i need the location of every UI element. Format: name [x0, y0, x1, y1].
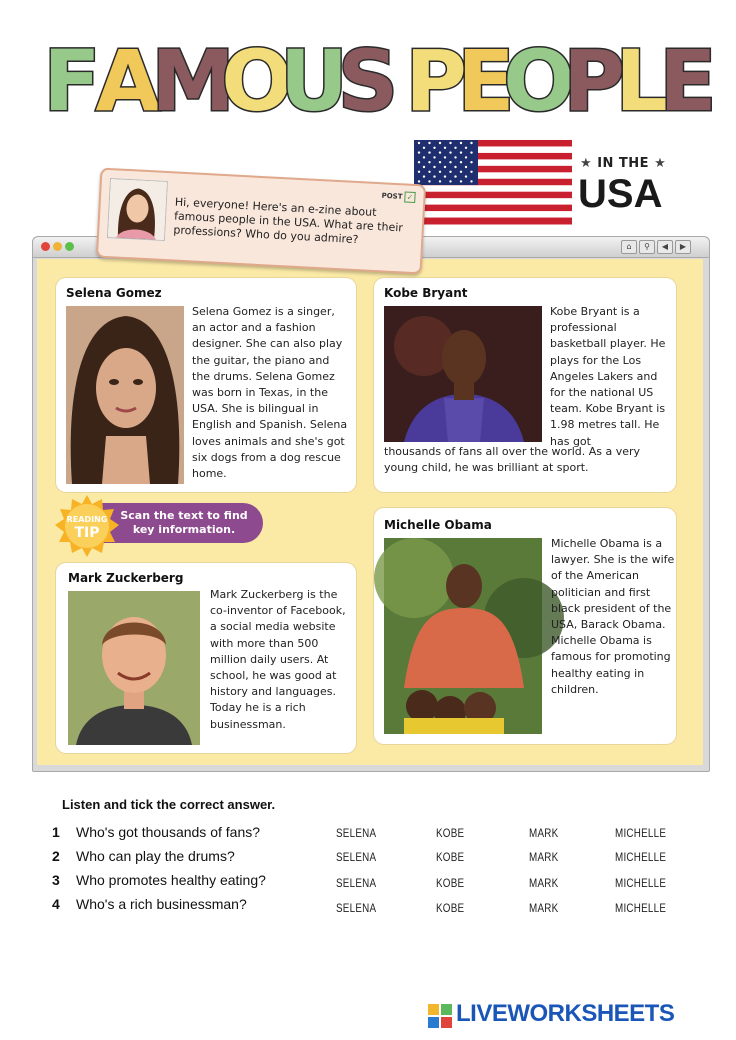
- question-text: Who promotes healthy eating?: [76, 872, 266, 888]
- reading-tip-line2: TIP: [74, 525, 100, 541]
- flag-star: [439, 142, 441, 144]
- search-icon[interactable]: ⚲: [639, 240, 655, 254]
- flag-star: [433, 175, 435, 177]
- kobe-photo: [384, 306, 542, 442]
- flag-star: [439, 161, 441, 163]
- option-selena[interactable]: SELENA: [336, 901, 377, 915]
- flag-star: [418, 171, 420, 173]
- flag-star: [423, 166, 425, 168]
- flag-star: [433, 156, 435, 158]
- girl-avatar: [107, 178, 168, 241]
- card-mark: [56, 563, 356, 753]
- flag-star: [454, 147, 456, 149]
- flag-star: [428, 161, 430, 163]
- option-michelle[interactable]: MICHELLE: [615, 826, 667, 840]
- reading-tip-badge: [55, 494, 119, 558]
- title-letter: E: [659, 32, 717, 130]
- post-bubble: [96, 168, 426, 275]
- option-selena[interactable]: SELENA: [336, 876, 377, 890]
- card-text: Michelle Obama is a lawyer. She is the wife of the American politician and first black president of the USA, Barack Obama. Michelle Obama is famous for promoting healthy eating in children.: [551, 537, 675, 696]
- card-text: Selena Gomez is a singer, an actor and a fashion designer. She can also play the guitar, the piano and the drums. Selena Gomez was born in Texas, in the USA. She is bilingual in English and Spanish. Selena loves animals and she's got six dogs from a dog rescue home.: [192, 305, 348, 481]
- flag-star: [428, 180, 430, 182]
- flag-star: [428, 151, 430, 153]
- flag-star: [423, 147, 425, 149]
- flag-star: [418, 161, 420, 163]
- title-letter: P: [563, 32, 625, 130]
- question-row: [52, 824, 692, 846]
- option-kobe[interactable]: KOBE: [436, 850, 465, 864]
- flag-star: [449, 142, 451, 144]
- flag-star: [454, 175, 456, 177]
- flag-star: [460, 161, 462, 163]
- title-letter: S: [337, 32, 399, 130]
- card-title: Michelle Obama: [384, 518, 492, 532]
- flag-star: [470, 151, 472, 153]
- option-selena[interactable]: SELENA: [336, 850, 377, 864]
- flag-star: [433, 166, 435, 168]
- flag-stripe: [414, 205, 572, 212]
- flag-star: [428, 142, 430, 144]
- flag-stripe: [414, 192, 572, 199]
- title-letter: O: [503, 32, 575, 130]
- card-text: thousands of fans all over the world. As a very young child, he was brilliant at sport.: [384, 445, 641, 475]
- card-michelle: [374, 508, 676, 744]
- flag-star: [465, 156, 467, 158]
- option-kobe[interactable]: KOBE: [436, 826, 465, 840]
- card-title: Mark Zuckerberg: [68, 571, 184, 585]
- card-title: Selena Gomez: [66, 286, 162, 300]
- selena-photo: [66, 306, 184, 484]
- question-number: 2: [52, 848, 60, 864]
- reading-tip-line1: READING: [66, 515, 108, 524]
- question-row: [52, 896, 692, 918]
- logo-icon: [428, 1004, 452, 1028]
- option-kobe[interactable]: KOBE: [436, 876, 465, 890]
- post-label: POST ✓: [381, 190, 415, 203]
- flag-star: [470, 142, 472, 144]
- title-letter: U: [279, 32, 349, 130]
- maximize-dot-icon[interactable]: [65, 242, 74, 251]
- option-mark[interactable]: MARK: [529, 876, 559, 890]
- flag-star: [418, 142, 420, 144]
- title-letter: E: [457, 32, 515, 130]
- flag-star: [428, 171, 430, 173]
- reading-tip-banner: [98, 503, 263, 543]
- question-number: 1: [52, 824, 60, 840]
- minimize-dot-icon[interactable]: [53, 242, 62, 251]
- flag-stripe: [414, 218, 572, 225]
- question-number: 3: [52, 872, 60, 888]
- card-selena: [56, 278, 356, 492]
- option-kobe[interactable]: KOBE: [436, 901, 465, 915]
- flag-star: [449, 171, 451, 173]
- title-letter: P: [405, 32, 467, 130]
- back-arrow-icon[interactable]: ◀: [657, 240, 673, 254]
- flag-star: [460, 151, 462, 153]
- option-mark[interactable]: MARK: [529, 850, 559, 864]
- in-the-text: IN THE: [597, 156, 650, 171]
- flag-star: [470, 180, 472, 182]
- reading-tip-text: Scan the text to find key information.: [120, 509, 248, 536]
- flag-stripe: [414, 211, 572, 218]
- card-title: Kobe Bryant: [384, 286, 468, 300]
- question-text: Who's got thousands of fans?: [76, 824, 261, 840]
- home-icon[interactable]: ⌂: [621, 240, 637, 254]
- flag-star: [439, 171, 441, 173]
- flag-star: [444, 156, 446, 158]
- flag-star: [444, 175, 446, 177]
- page-title: [40, 22, 717, 132]
- flag-star: [439, 151, 441, 153]
- michelle-photo: [384, 538, 542, 734]
- exercise-instruction: Listen and tick the correct answer.: [62, 797, 276, 812]
- title-letter: L: [615, 32, 669, 130]
- flag-star: [460, 180, 462, 182]
- flag-star: [449, 180, 451, 182]
- title-letter: M: [151, 32, 235, 130]
- star-icon: ★: [654, 156, 667, 171]
- option-selena[interactable]: SELENA: [336, 826, 377, 840]
- post-text: Hi, everyone! Here's an e-zine about famous people in the USA. What are their professions? Who do you admire?: [173, 195, 404, 247]
- option-mark[interactable]: MARK: [529, 901, 559, 915]
- card-text: Mark Zuckerberg is the co-inventor of Facebook, a social media website with more than 500 million daily users. At school, he was good at history and languages. Today he is a rich businessman.: [210, 588, 346, 731]
- star-icon: ★: [580, 156, 593, 171]
- logo-text: LIVEWORKSHEETS: [456, 1000, 675, 1027]
- question-row: [52, 872, 692, 894]
- flag-star: [460, 142, 462, 144]
- liveworksheets-logo: [428, 1000, 728, 1036]
- option-michelle[interactable]: MICHELLE: [615, 876, 667, 890]
- flag-star: [465, 166, 467, 168]
- flag-star: [423, 175, 425, 177]
- card-text: Kobe Bryant is a professional basketball player. He plays for the Los Angeles Lakers and for the national US team. Kobe Bryant is 1.98 metres tall. He has got: [550, 305, 666, 448]
- flag-star: [470, 171, 472, 173]
- question-row: [52, 848, 692, 870]
- question-number: 4: [52, 896, 60, 912]
- country-label: USA: [578, 172, 663, 216]
- flag-star: [433, 147, 435, 149]
- question-text: Who can play the drums?: [76, 848, 235, 864]
- flag-star: [439, 180, 441, 182]
- in-the-label: [580, 156, 666, 171]
- flag-star: [418, 180, 420, 182]
- flag-star: [465, 175, 467, 177]
- flag-star: [449, 161, 451, 163]
- flag-star: [465, 147, 467, 149]
- title-letter: A: [95, 32, 161, 130]
- checkbox-icon: ✓: [404, 191, 416, 203]
- flag-star: [454, 166, 456, 168]
- card-kobe: [374, 278, 676, 492]
- option-michelle[interactable]: MICHELLE: [615, 850, 667, 864]
- close-dot-icon[interactable]: [41, 242, 50, 251]
- flag-stripe: [414, 198, 572, 205]
- flag-star: [460, 171, 462, 173]
- question-text: Who's a rich businessman?: [76, 896, 247, 912]
- option-michelle[interactable]: MICHELLE: [615, 901, 667, 915]
- title-letter: F: [43, 32, 101, 130]
- flag-stripe: [414, 185, 572, 192]
- option-mark[interactable]: MARK: [529, 826, 559, 840]
- forward-arrow-icon[interactable]: ▶: [675, 240, 691, 254]
- flag-star: [470, 161, 472, 163]
- flag-star: [444, 147, 446, 149]
- flag-star: [444, 166, 446, 168]
- flag-star: [423, 156, 425, 158]
- flag-star: [418, 151, 420, 153]
- title-letter: O: [221, 32, 293, 130]
- flag-star: [449, 151, 451, 153]
- usa-flag: [414, 140, 572, 224]
- mark-photo: [68, 591, 200, 745]
- flag-star: [454, 156, 456, 158]
